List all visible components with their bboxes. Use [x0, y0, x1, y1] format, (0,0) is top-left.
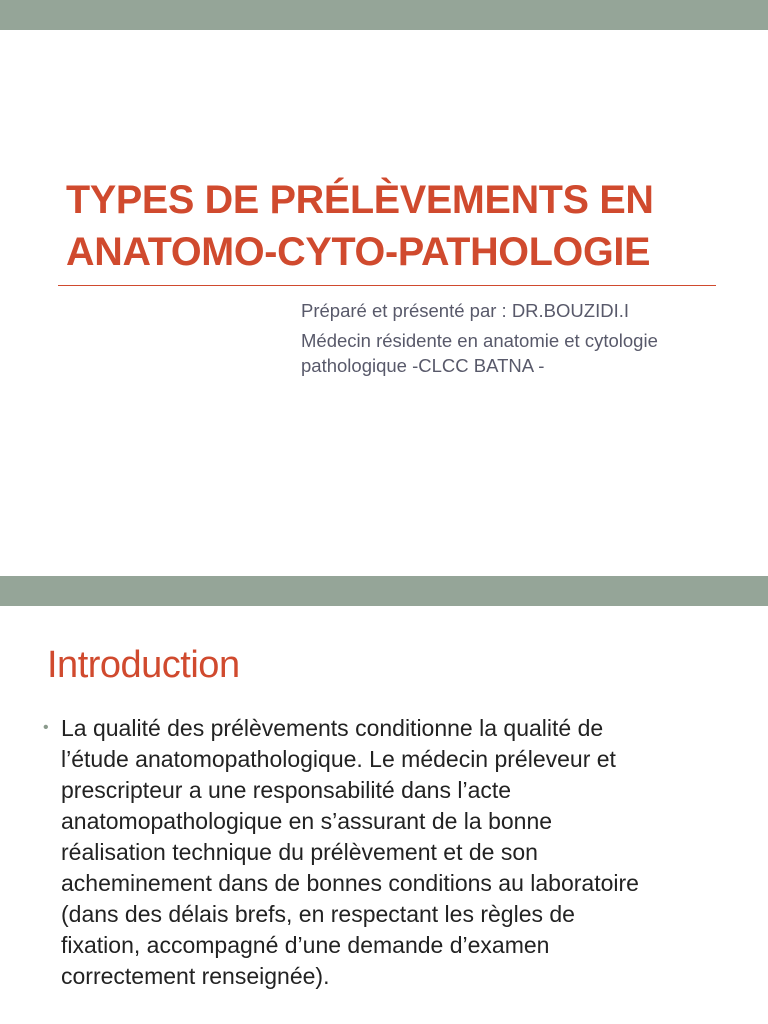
paragraph-line: l’étude anatomopathologique. Le médecin préleveur et	[61, 746, 616, 772]
slide-heading: Introduction	[47, 644, 240, 686]
author-line: Préparé et présenté par : DR.BOUZIDI.I	[301, 300, 629, 321]
paragraph-line: anatomopathologique en s’assurant de la bonne	[61, 808, 553, 834]
paragraph-line: La qualité des prélèvements conditionne la qualité de	[61, 715, 604, 741]
slide-title-line: ANATOMO-CYTO-PATHOLOGIE	[66, 230, 651, 274]
introduction-slide	[0, 576, 768, 1024]
paragraph-line: (dans des délais brefs, en respectant les règles de	[61, 901, 575, 927]
paragraph-line: correctement renseignée).	[61, 963, 330, 989]
affiliation-line: pathologique -CLCC BATNA -	[301, 355, 545, 376]
affiliation-line: Médecin résidente en anatomie et cytologie	[301, 330, 658, 351]
slide-top-band	[0, 0, 768, 30]
slide-top-band	[0, 576, 768, 606]
paragraph-line: prescripteur a une responsabilité dans l’acte	[61, 777, 512, 803]
paragraph-line: acheminement dans de bonnes conditions au laboratoire	[61, 870, 639, 896]
slide-subtitle	[301, 298, 741, 378]
slide-title	[66, 174, 746, 278]
bullet-dot-icon: •	[43, 719, 49, 736]
bullet-item	[43, 713, 743, 992]
paragraph-line: fixation, accompagné d’une demande d’examen	[61, 932, 550, 958]
paragraph-line: réalisation technique du prélèvement et de son	[61, 839, 538, 865]
title-divider	[58, 285, 716, 286]
slide-title-line: TYPES DE PRÉLÈVEMENTS EN	[66, 178, 654, 222]
